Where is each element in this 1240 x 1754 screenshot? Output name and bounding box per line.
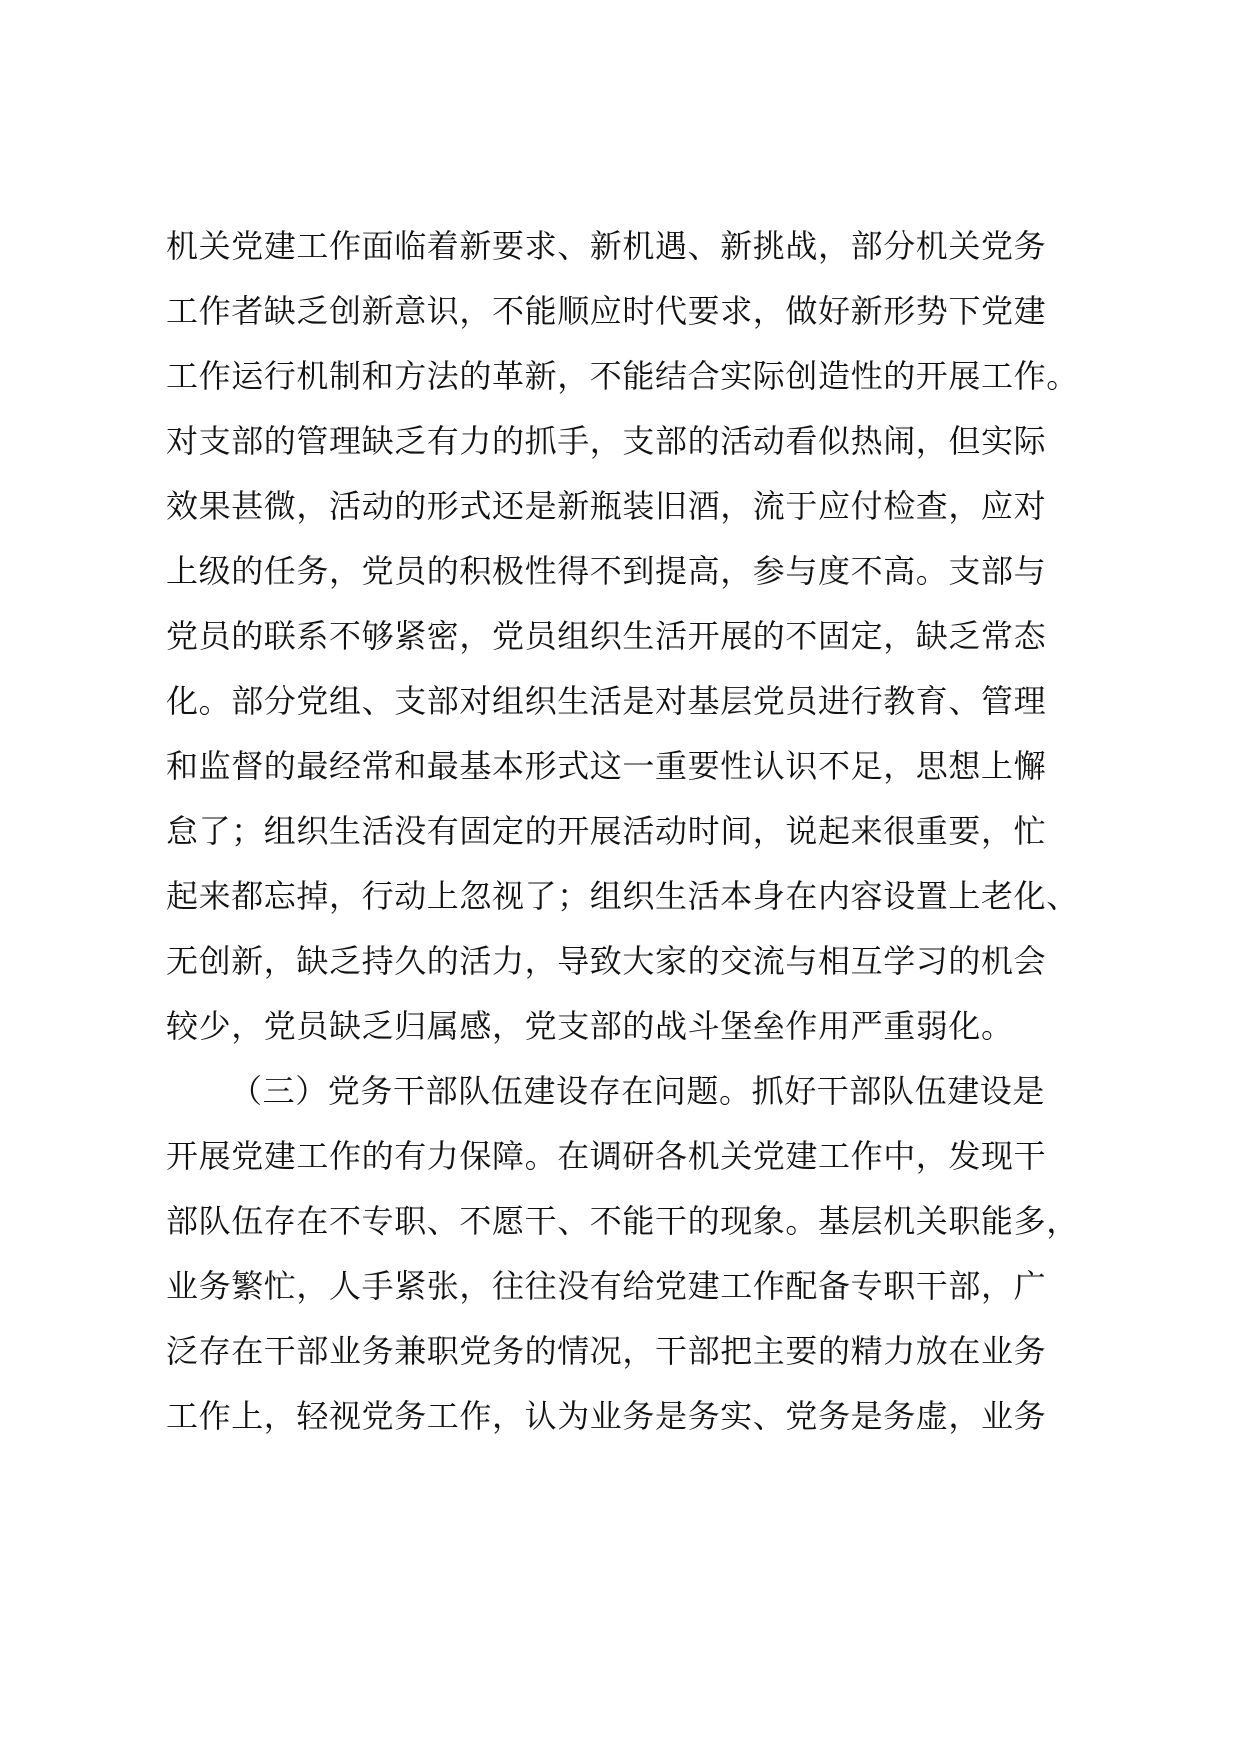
text-line: 效果甚微，活动的形式还是新瓶装旧酒，流于应付检查，应对: [166, 487, 1047, 525]
text-line: 起来都忘掉，行动上忽视了；组织生活本身在内容设置上老化、: [166, 877, 1079, 915]
text-line: 和监督的最经常和最基本形式这一重要性认识不足，思想上懈: [166, 747, 1047, 785]
text-line: 业务繁忙，人手紧张，往往没有给党建工作配备专职干部，广: [166, 1267, 1047, 1305]
text-line: 无创新，缺乏持久的活力，导致大家的交流与相互学习的机会: [166, 942, 1047, 980]
text-line: 党员的联系不够紧密，党员组织生活开展的不固定，缺乏常态: [166, 617, 1047, 655]
text-line: 对支部的管理缺乏有力的抓手，支部的活动看似热闹，但实际: [166, 422, 1047, 460]
text-line: 上级的任务，党员的积极性得不到提高，参与度不高。支部与: [166, 552, 1047, 590]
section-heading-line: （三）党务干部队伍建设存在问题。抓好干部队伍建设是: [230, 1072, 1046, 1110]
text-line: 化。部分党组、支部对组织生活是对基层党员进行教育、管理: [166, 682, 1047, 720]
text-line: 开展党建工作的有力保障。在调研各机关党建工作中，发现干: [166, 1137, 1047, 1175]
text-line: 机关党建工作面临着新要求、新机遇、新挑战，部分机关党务: [166, 227, 1047, 265]
body-text: [166, 214, 1126, 1449]
text-line: 怠了；组织生活没有固定的开展活动时间，说起来很重要，忙: [166, 812, 1047, 850]
text-line: 工作运行机制和方法的革新，不能结合实际创造性的开展工作。: [166, 357, 1079, 395]
text-line: 泛存在干部业务兼职党务的情况，干部把主要的精力放在业务: [166, 1332, 1047, 1370]
text-line: 部队伍存在不专职、不愿干、不能干的现象。基层机关职能多，: [166, 1202, 1079, 1240]
text-line: 工作上，轻视党务工作，认为业务是务实、党务是务虚，业务: [166, 1397, 1047, 1435]
text-line: 工作者缺乏创新意识，不能顺应时代要求，做好新形势下党建: [166, 292, 1047, 330]
text-line: 较少，党员缺乏归属感，党支部的战斗堡垒作用严重弱化。: [166, 1007, 1014, 1045]
